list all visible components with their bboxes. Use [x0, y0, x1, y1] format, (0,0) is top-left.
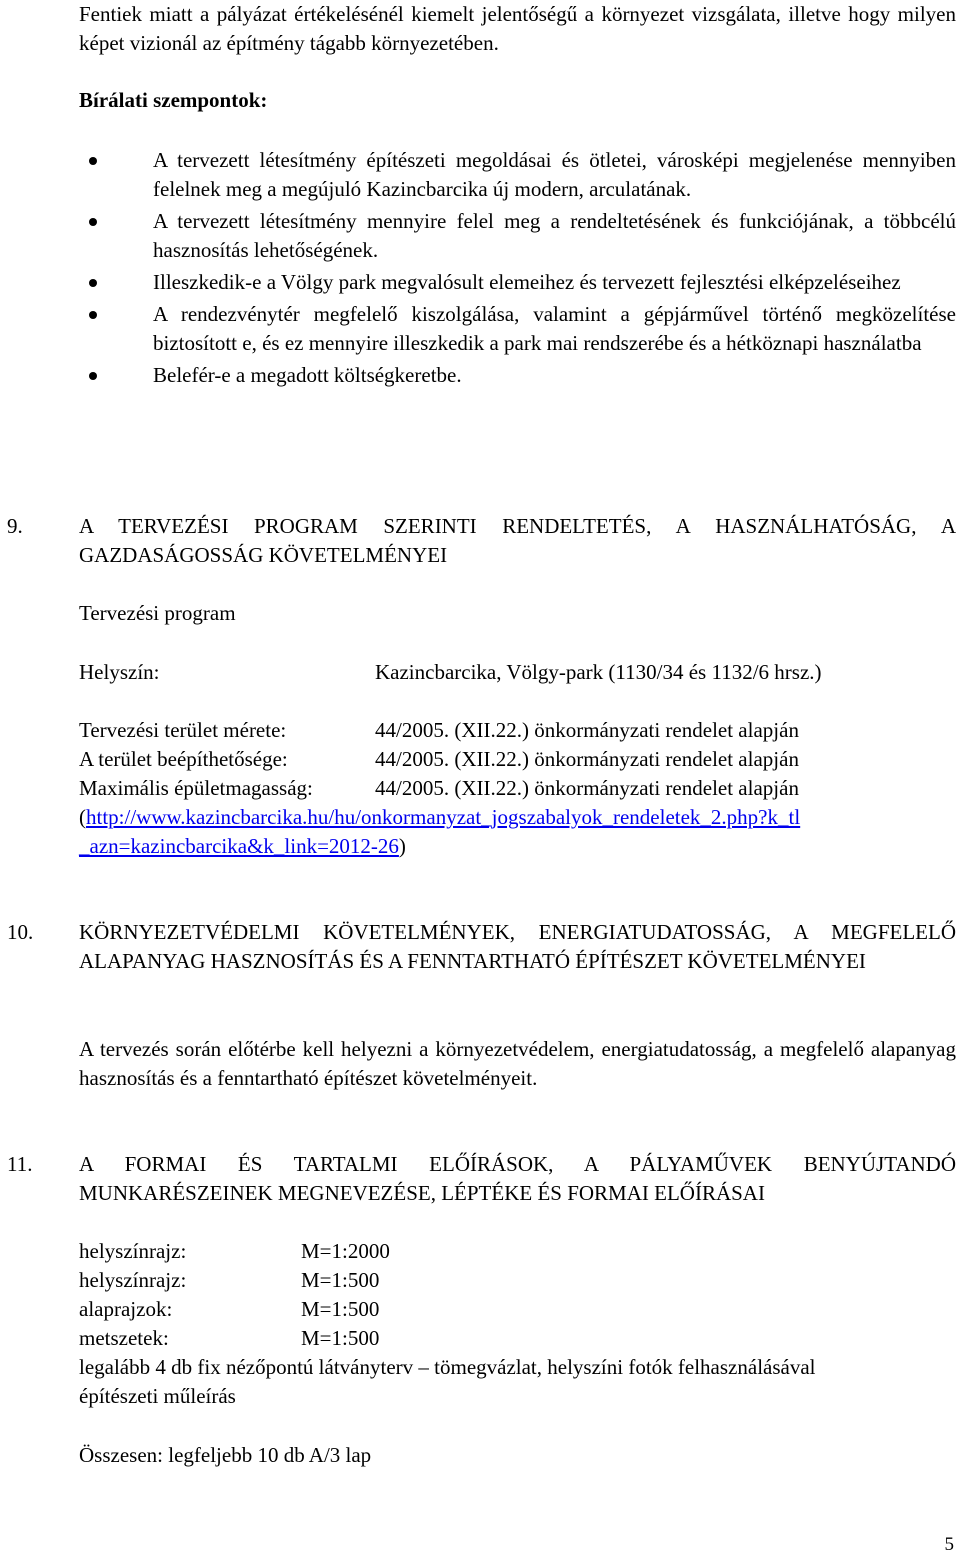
deliverable-description: építészeti műleírás — [79, 1384, 236, 1408]
scale-row: alaprajzok: M=1:500 — [79, 1297, 380, 1321]
section-number: 10. — [7, 920, 34, 944]
section-10-body: A tervezés során előtérbe kell helyezni a környezetvédelem, energiatudatosság, a megfelelő alapanyag hasznosítás és a fenntartható építészet követelményeit. — [79, 1037, 956, 1090]
deliverable-visualization: legalább 4 db fix nézőpontú látványterv – tömegvázlat, helyszíni fotók felhasználásával — [79, 1355, 816, 1379]
section-title: A FORMAI ÉS TARTALMI ELŐÍRÁSOK, A PÁLYAMŰVEK BENYÚJTANDÓ MUNKARÉSZEINEK MEGNEVEZÉSE, LÉPTÉKE ÉS FORMAI ELŐÍRÁSAI — [79, 1152, 956, 1205]
site-row: Tervezési terület mérete: 44/2005. (XII.22.) önkormányzati rendelet alapján — [79, 718, 799, 742]
scale-row: helyszínrajz: M=1:2000 — [79, 1239, 390, 1263]
bullet-icon — [89, 279, 97, 287]
scale-row: helyszínrajz: M=1:500 — [79, 1268, 380, 1292]
section-9 — [7, 512, 956, 570]
section-11 — [7, 1150, 956, 1208]
section-number: 9. — [7, 514, 23, 538]
regulation-link-block: (http://www.kazincbarcika.hu/hu/onkormanyzat_jogszabalyok_rendeletek_2.php?k_tl _azn=kazincbarcika&k_link=2012-26) — [79, 805, 801, 858]
site-row: Maximális épületmagasság: 44/2005. (XII.22.) önkormányzati rendelet alapján — [79, 776, 799, 800]
intro-paragraph: Fentiek miatt a pályázat értékelésénél kiemelt jelentőségű a környezet vizsgálata, illetve hogy milyen képet vizionál az építmény tágabb környezetében. — [79, 2, 956, 55]
bullet-icon — [89, 218, 97, 226]
page-number: 5 — [944, 1534, 954, 1555]
regulation-link-continued[interactable]: _azn=kazincbarcika&k_link=2012-26 — [79, 834, 399, 858]
criteria-list — [79, 146, 956, 393]
site-row: A terület beépíthetősége: 44/2005. (XII.22.) önkormányzati rendelet alapján — [79, 747, 799, 771]
section-10 — [7, 918, 956, 976]
criteria-heading: Bírálati szempontok: — [79, 88, 268, 112]
bullet-icon — [89, 157, 97, 165]
location-value: Kazincbarcika, Völgy-park (1130/34 és 1132/6 hrsz.) — [375, 660, 822, 684]
criteria-item: Belefér-e a megadott költségkeretbe. — [79, 361, 956, 390]
location-label: Helyszín: — [79, 660, 160, 684]
regulation-link[interactable]: http://www.kazincbarcika.hu/hu/onkormanyzat_jogszabalyok_rendeletek_2.php?k_tl — [86, 805, 801, 829]
criteria-item: Illeszkedik-e a Völgy park megvalósult elemeihez és tervezett fejlesztési elképzeléseihez — [79, 268, 956, 297]
deliverables-list — [79, 1237, 956, 1411]
bullet-icon — [89, 372, 97, 380]
location-row — [79, 658, 956, 687]
criteria-item: A tervezett létesítmény mennyire felel meg a rendeltetésének és funkciójának, a többcélú hasznosítás lehetőségének. — [79, 207, 956, 265]
criteria-item: A tervezett létesítmény építészeti megoldásai és ötletei, városképi megjelenése mennyiben felelnek meg a megújuló Kazincbarcika új modern, arculatának. — [79, 146, 956, 204]
site-parameters — [79, 716, 956, 803]
bullet-icon — [89, 311, 97, 319]
scale-row: metszetek: M=1:500 — [79, 1326, 380, 1350]
total-limit: Összesen: legfeljebb 10 db A/3 lap — [79, 1443, 372, 1467]
criteria-item: A rendezvénytér megfelelő kiszolgálása, valamint a gépjárművel történő megközelítése biztosított e, és ez mennyire illeszkedik a park mai rendszerébe és a hétköznapi használatba — [79, 300, 956, 358]
section-title: A TERVEZÉSI PROGRAM SZERINTI RENDELTETÉS, A HASZNÁLHATÓSÁG, A GAZDASÁGOSSÁG KÖVETELMÉNYEI — [79, 514, 956, 567]
program-subheading: Tervezési program — [79, 601, 236, 625]
section-number: 11. — [7, 1152, 33, 1176]
section-title: KÖRNYEZETVÉDELMI KÖVETELMÉNYEK, ENERGIATUDATOSSÁG, A MEGFELELŐ ALAPANYAG HASZNOSÍTÁS ÉS A FENNTARTHATÓ ÉPÍTÉSZET KÖVETELMÉNYEI — [79, 920, 956, 973]
